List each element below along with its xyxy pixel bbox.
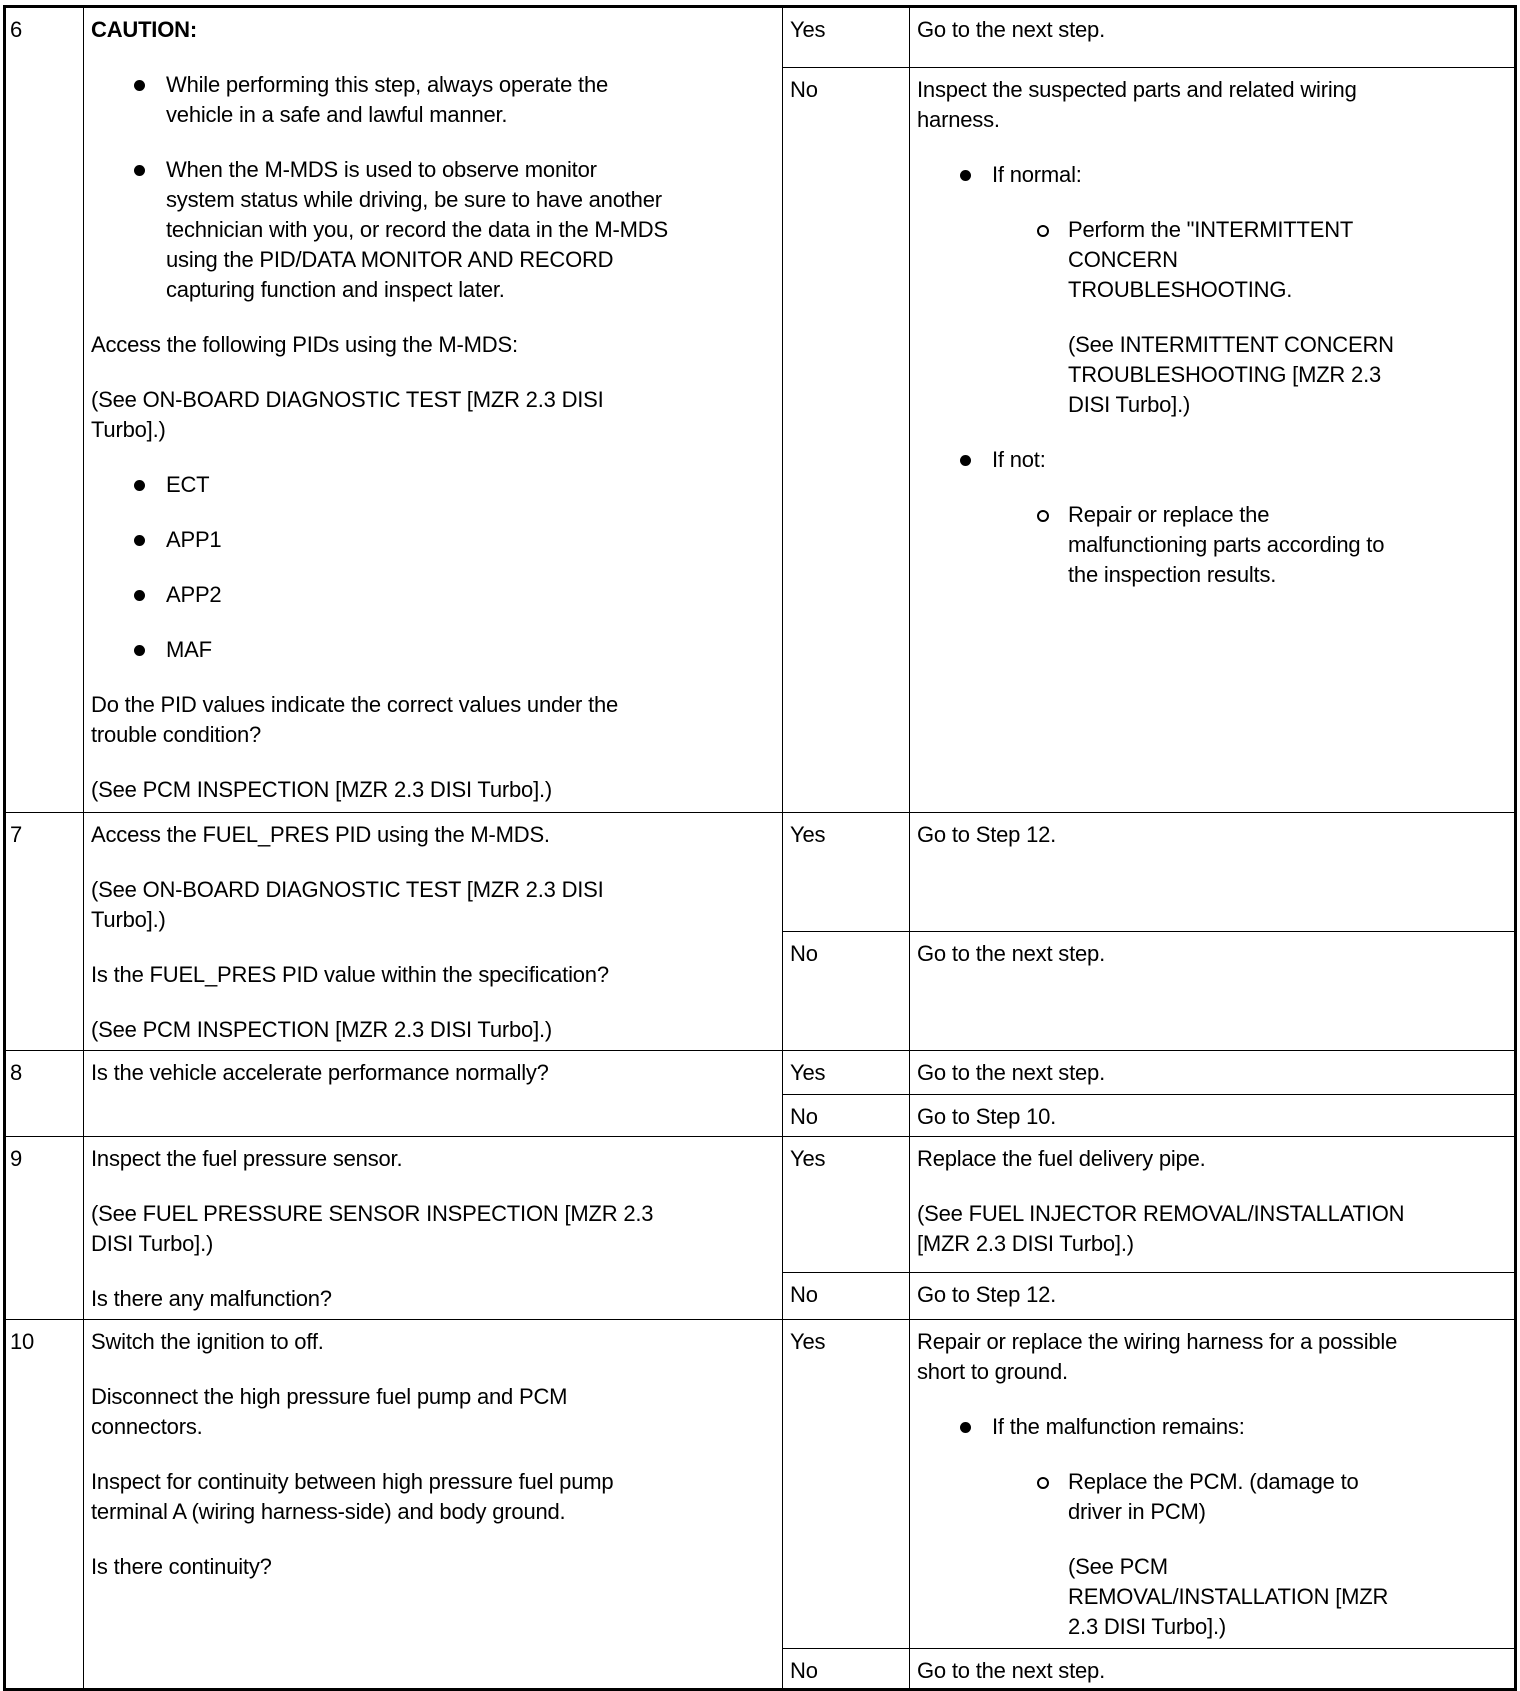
no-label: No: [783, 1649, 910, 1690]
step-row-9: [5, 1137, 1516, 1273]
step-question: [84, 1051, 783, 1137]
paragraph: Is the vehicle accelerate performance normally?: [91, 1060, 549, 1085]
step-number: 9: [5, 1137, 84, 1320]
paragraph: Go to the next step.: [917, 17, 1106, 42]
step-number: 8: [5, 1051, 84, 1137]
step-number: 7: [5, 813, 84, 1051]
yes-label: Yes: [783, 7, 910, 68]
yes-label: Yes: [783, 1320, 910, 1649]
yes-action: [910, 7, 1516, 68]
no-action: [910, 1649, 1516, 1690]
no-action: [910, 932, 1516, 1051]
no-label: No: [783, 1095, 910, 1137]
step-row-10: [5, 1320, 1516, 1649]
paragraph: Repair or replace the wiring harness for a possible short to ground.: [917, 1329, 1398, 1384]
paragraph: Go to the next step.: [917, 1658, 1106, 1683]
no-action: [910, 1273, 1516, 1320]
paragraph: Go to the next step.: [917, 1060, 1106, 1085]
paragraph: Access the following PIDs using the M-MDS:: [91, 332, 518, 357]
paragraph: (See PCM INSPECTION [MZR 2.3 DISI Turbo].): [91, 777, 553, 802]
sub-bullet-item: Perform the "INTERMITTENT CONCERN TROUBLESHOOTING.: [917, 215, 1508, 305]
paragraph: (See FUEL PRESSURE SENSOR INSPECTION [MZR 2.3 DISI Turbo].): [91, 1201, 654, 1256]
paragraph: Switch the ignition to off.: [91, 1329, 324, 1354]
no-label: No: [783, 68, 910, 813]
yes-action: [910, 1051, 1516, 1095]
step-row-7: [5, 813, 1516, 932]
paragraph: Replace the fuel delivery pipe.: [917, 1146, 1206, 1171]
paragraph: (See PCM INSPECTION [MZR 2.3 DISI Turbo].): [91, 1017, 553, 1042]
step-question: [84, 1320, 783, 1690]
yes-label: Yes: [783, 1051, 910, 1095]
bullet-item: If not:: [917, 445, 1508, 475]
yes-action: [910, 1320, 1516, 1649]
sub-paragraph: (See PCM REMOVAL/INSTALLATION [MZR 2.3 DISI Turbo].): [1068, 1554, 1389, 1639]
caution-heading: CAUTION:: [91, 17, 197, 42]
no-label: No: [783, 1273, 910, 1320]
table-body: [5, 7, 1516, 1690]
sub-bullet-item: Repair or replace the malfunctioning parts according to the inspection results.: [917, 500, 1508, 590]
step-question: [84, 813, 783, 1051]
paragraph: Go to Step 12.: [917, 1282, 1057, 1307]
sub-bullet-item: Replace the PCM. (damage to driver in PCM): [917, 1467, 1508, 1527]
step-question: [84, 7, 783, 813]
paragraph: Is there any malfunction?: [91, 1286, 332, 1311]
step-row-8: [5, 1051, 1516, 1095]
paragraph: Disconnect the high pressure fuel pump and PCM connectors.: [91, 1384, 568, 1439]
step-question: [84, 1137, 783, 1320]
bullet-item: While performing this step, always operate the vehicle in a safe and lawful manner.: [91, 70, 776, 130]
step-number: 10: [5, 1320, 84, 1690]
no-action: [910, 1095, 1516, 1137]
yes-action: [910, 1137, 1516, 1273]
paragraph: (See ON-BOARD DIAGNOSTIC TEST [MZR 2.3 DISI Turbo].): [91, 387, 604, 442]
paragraph: (See FUEL INJECTOR REMOVAL/INSTALLATION [MZR 2.3 DISI Turbo].): [917, 1201, 1405, 1256]
bullet-item: When the M-MDS is used to observe monitor system status while driving, be sure to have another technician with you, or record the data in the M-MDS using the PID/DATA MONITOR AND RECORD capturing function and inspect later.: [91, 155, 776, 305]
paragraph: Access the FUEL_PRES PID using the M-MDS.: [91, 822, 550, 847]
bullet-item: APP1: [91, 525, 776, 555]
bullet-item: ECT: [91, 470, 776, 500]
paragraph: Inspect the suspected parts and related wiring harness.: [917, 77, 1357, 132]
sub-paragraph: (See INTERMITTENT CONCERN TROUBLESHOOTING [MZR 2.3 DISI Turbo].): [1068, 332, 1394, 417]
yes-action: [910, 813, 1516, 932]
no-label: No: [783, 932, 910, 1051]
paragraph: Inspect for continuity between high pressure fuel pump terminal A (wiring harness-side) and body ground.: [91, 1469, 614, 1524]
paragraph: Is there continuity?: [91, 1554, 272, 1579]
troubleshooting-table: [3, 5, 1517, 1691]
yes-label: Yes: [783, 813, 910, 932]
no-action: [910, 68, 1516, 813]
step-number: 6: [5, 7, 84, 813]
bullet-item: MAF: [91, 635, 776, 665]
paragraph: Go to the next step.: [917, 941, 1106, 966]
paragraph: (See ON-BOARD DIAGNOSTIC TEST [MZR 2.3 DISI Turbo].): [91, 877, 604, 932]
paragraph: Go to Step 10.: [917, 1104, 1057, 1129]
paragraph: Inspect the fuel pressure sensor.: [91, 1146, 403, 1171]
paragraph: Do the PID values indicate the correct values under the trouble condition?: [91, 692, 619, 747]
bullet-item: APP2: [91, 580, 776, 610]
bullet-item: If the malfunction remains:: [917, 1412, 1508, 1442]
yes-label: Yes: [783, 1137, 910, 1273]
step-row-6: [5, 7, 1516, 68]
paragraph: Is the FUEL_PRES PID value within the specification?: [91, 962, 609, 987]
bullet-item: If normal:: [917, 160, 1508, 190]
paragraph: Go to Step 12.: [917, 822, 1057, 847]
